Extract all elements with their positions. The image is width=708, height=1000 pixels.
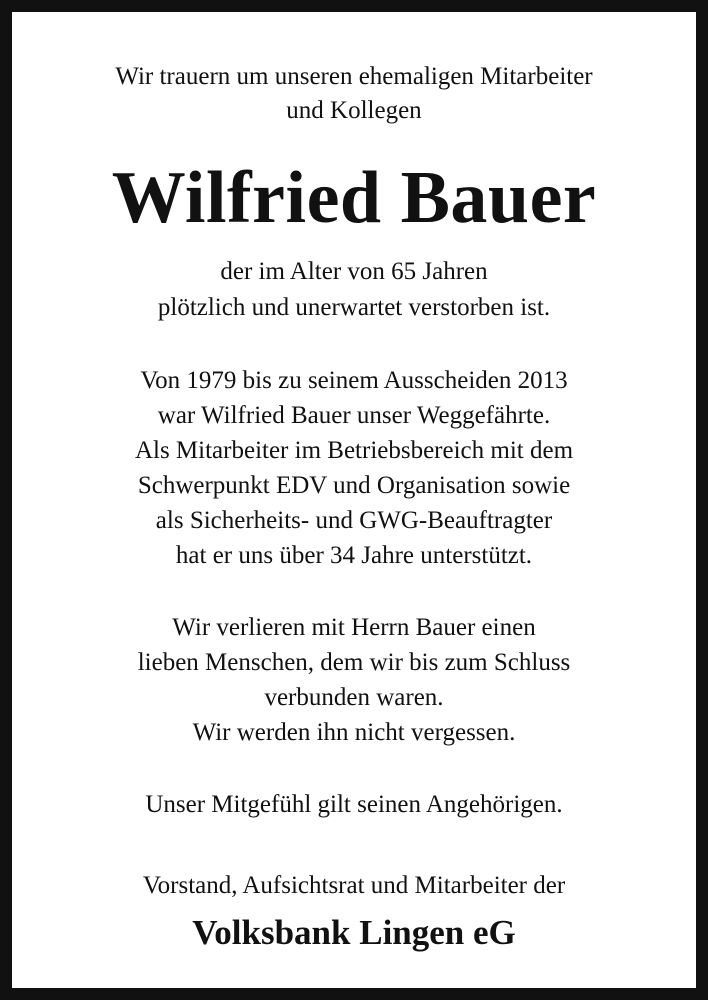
tribute-line-3: verbunden waren. [264, 684, 444, 711]
death-note-line-2: plötzlich und unerwartet verstorben ist. [157, 294, 551, 321]
tribute-line-4: Wir werden ihn nicht vergessen. [192, 719, 516, 746]
career-line-3: Als Mitarbeiter im Betriebsbereich mit dem [134, 437, 574, 464]
deceased-name: Wilfried Bauer [111, 157, 597, 239]
death-note-line-1: der im Alter von 65 Jahren [220, 258, 488, 285]
career-line-1: Von 1979 bis zu seinem Ausscheiden 2013 [140, 367, 568, 394]
career-line-5: als Sicherheits- und GWG-Beauftragter [155, 507, 553, 534]
career-line-4: Schwerpunkt EDV und Organisation sowie [137, 472, 571, 499]
condolence-line: Unser Mitgefühl gilt seinen Angehörigen. [145, 791, 563, 818]
organization-name: Volksbank Lingen eG [192, 913, 516, 952]
tribute-line-1: Wir verlieren mit Herrn Bauer einen [172, 614, 536, 641]
career-line-6: hat er uns über 34 Jahre unterstützt. [175, 542, 533, 569]
signatories-line: Vorstand, Aufsichtsrat und Mitarbeiter der [142, 872, 566, 899]
career-line-2: war Wilfried Bauer unser Weggefährte. [157, 402, 551, 429]
intro-line-2: und Kollegen [286, 97, 422, 124]
intro-line-1: Wir trauern um unseren ehemaligen Mitarbeiter [115, 63, 593, 90]
tribute-line-2: lieben Menschen, dem wir bis zum Schluss [137, 649, 571, 676]
